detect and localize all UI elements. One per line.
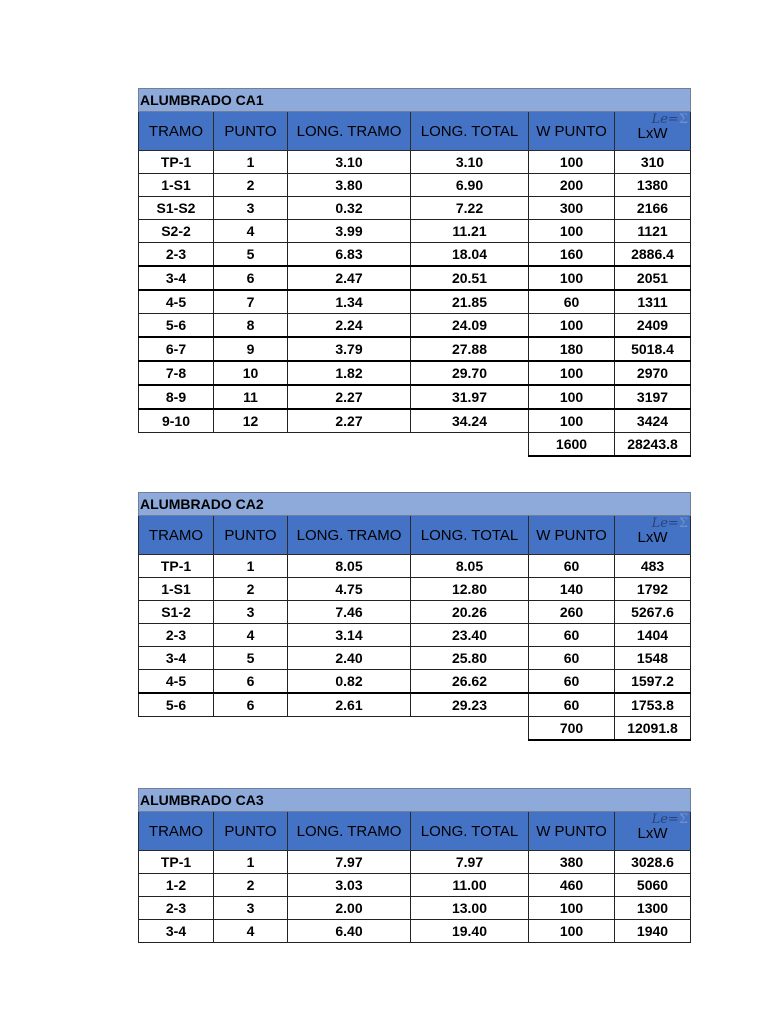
table-cell: 5018.4: [615, 337, 691, 361]
column-header-long-total: LONG. TOTAL: [411, 516, 529, 555]
table-title-row: [139, 789, 691, 812]
empty-cell: [214, 433, 288, 457]
table-cell: 60: [529, 693, 615, 717]
table-cell: 2051: [615, 266, 691, 290]
table-cell: 160: [529, 243, 615, 267]
table-cell: 200: [529, 174, 615, 197]
table-cell: 7: [214, 290, 288, 314]
table-cell: 100: [529, 920, 615, 943]
table-row: [139, 361, 691, 385]
table-cell: 6: [214, 693, 288, 717]
table-cell: 100: [529, 897, 615, 920]
table-cell: 3: [214, 897, 288, 920]
table-cell: 2.27: [288, 385, 411, 409]
table-cell: 60: [529, 670, 615, 694]
table-cell: 21.85: [411, 290, 529, 314]
table-cell: 60: [529, 624, 615, 647]
table-cell: 3.80: [288, 174, 411, 197]
table-cell: TP-1: [139, 555, 214, 578]
column-header-long-total: LONG. TOTAL: [411, 812, 529, 851]
total-w-punto: 700: [529, 717, 615, 741]
table-ca3: [138, 788, 691, 943]
table-cell: 3: [214, 197, 288, 220]
table-title: ALUMBRADO CA1: [139, 89, 691, 112]
table-title-row: [139, 493, 691, 516]
table-cell: 260: [529, 601, 615, 624]
table-cell: 2409: [615, 314, 691, 338]
table-cell: 5-6: [139, 314, 214, 338]
table-cell: 0.82: [288, 670, 411, 694]
header-row: [139, 516, 691, 555]
formula-overlay: [652, 812, 688, 827]
table-cell: 2.27: [288, 409, 411, 433]
table-cell: 4.75: [288, 578, 411, 601]
table-cell: 1753.8: [615, 693, 691, 717]
formula-text: Le=: [651, 812, 679, 827]
table-cell: 11.00: [411, 874, 529, 897]
table-row: [139, 670, 691, 694]
table-cell: 6.40: [288, 920, 411, 943]
total-w-punto: 1600: [529, 433, 615, 457]
table-cell: 1300: [615, 897, 691, 920]
table-row: [139, 243, 691, 267]
formula-text: Le=: [651, 516, 679, 531]
lxw-label: LxW: [637, 824, 668, 842]
totals-row: [139, 433, 691, 457]
table-row: [139, 578, 691, 601]
empty-cell: [411, 433, 529, 457]
table-cell: 13.00: [411, 897, 529, 920]
column-header-long-tramo: LONG. TRAMO: [288, 812, 411, 851]
table-cell: 25.80: [411, 647, 529, 670]
table-cell: 1-S1: [139, 578, 214, 601]
table-cell: 1404: [615, 624, 691, 647]
table-cell: 100: [529, 361, 615, 385]
table-cell: 8-9: [139, 385, 214, 409]
column-header-punto: PUNTO: [214, 516, 288, 555]
table-cell: 60: [529, 647, 615, 670]
table-cell: 380: [529, 851, 615, 874]
table-cell: 29.23: [411, 693, 529, 717]
table-cell: 1-S1: [139, 174, 214, 197]
table-cell: 1121: [615, 220, 691, 243]
table-cell: 0.32: [288, 197, 411, 220]
lxw-label: LxW: [637, 528, 668, 546]
table-cell: 26.62: [411, 670, 529, 694]
table-cell: 5-6: [139, 693, 214, 717]
column-header-lxw: [615, 516, 691, 555]
formula-overlay: [652, 112, 688, 127]
table-cell: 11.21: [411, 220, 529, 243]
table-cell: 4-5: [139, 670, 214, 694]
table-cell: 4: [214, 624, 288, 647]
table-cell: 2: [214, 578, 288, 601]
table-cell: 3-4: [139, 266, 214, 290]
table-cell: 3197: [615, 385, 691, 409]
table-cell: 100: [529, 314, 615, 338]
table-cell: 2: [214, 174, 288, 197]
table-row: [139, 874, 691, 897]
table-cell: 3: [214, 601, 288, 624]
table-cell: 12: [214, 409, 288, 433]
table-cell: 5: [214, 647, 288, 670]
column-header-lxw: [615, 812, 691, 851]
table-cell: 2.00: [288, 897, 411, 920]
table-cell: 1: [214, 555, 288, 578]
table-cell: 180: [529, 337, 615, 361]
sigma-symbol: Σ: [678, 812, 689, 827]
empty-cell: [288, 717, 411, 741]
table-block-ca3: [138, 788, 690, 943]
totals-row: [139, 717, 691, 741]
table-cell: 7.46: [288, 601, 411, 624]
formula-overlay: [652, 516, 688, 531]
table-cell: 6: [214, 670, 288, 694]
table-cell: 6.83: [288, 243, 411, 267]
table-cell: 1311: [615, 290, 691, 314]
table-title: ALUMBRADO CA2: [139, 493, 691, 516]
table-cell: 2-3: [139, 897, 214, 920]
table-row: [139, 920, 691, 943]
table-cell: 1940: [615, 920, 691, 943]
table-row: [139, 290, 691, 314]
table-cell: TP-1: [139, 851, 214, 874]
table-cell: 483: [615, 555, 691, 578]
empty-cell: [139, 433, 214, 457]
table-row: [139, 624, 691, 647]
lxw-label: LxW: [637, 124, 668, 142]
table-row: [139, 266, 691, 290]
header-row: [139, 812, 691, 851]
table-row: [139, 693, 691, 717]
table-cell: 460: [529, 874, 615, 897]
table-cell: 1792: [615, 578, 691, 601]
table-cell: 2.61: [288, 693, 411, 717]
table-cell: 11: [214, 385, 288, 409]
table-cell: 2-3: [139, 243, 214, 267]
table-cell: 23.40: [411, 624, 529, 647]
table-cell: S1-S2: [139, 197, 214, 220]
table-cell: 2: [214, 874, 288, 897]
table-cell: 34.24: [411, 409, 529, 433]
formula-text: Le=: [651, 112, 679, 127]
table-cell: 29.70: [411, 361, 529, 385]
table-cell: 3.03: [288, 874, 411, 897]
column-header-w-punto: W PUNTO: [529, 516, 615, 555]
table-cell: 100: [529, 151, 615, 174]
table-row: [139, 220, 691, 243]
table-cell: 3-4: [139, 647, 214, 670]
table-cell: 2-3: [139, 624, 214, 647]
table-cell: 3.99: [288, 220, 411, 243]
table-cell: TP-1: [139, 151, 214, 174]
table-row: [139, 647, 691, 670]
empty-cell: [139, 717, 214, 741]
table-cell: S2-2: [139, 220, 214, 243]
sigma-symbol: Σ: [678, 516, 689, 531]
table-cell: 7-8: [139, 361, 214, 385]
table-row: [139, 555, 691, 578]
table-title: ALUMBRADO CA3: [139, 789, 691, 812]
column-header-tramo: TRAMO: [139, 812, 214, 851]
table-row: [139, 385, 691, 409]
table-cell: 4-5: [139, 290, 214, 314]
empty-cell: [214, 717, 288, 741]
table-cell: 4: [214, 220, 288, 243]
column-header-long-tramo: LONG. TRAMO: [288, 516, 411, 555]
table-ca2: [138, 492, 691, 741]
table-row: [139, 314, 691, 338]
table-cell: 9-10: [139, 409, 214, 433]
table-cell: 4: [214, 920, 288, 943]
table-ca1: [138, 88, 691, 457]
table-cell: 140: [529, 578, 615, 601]
table-cell: 27.88: [411, 337, 529, 361]
header-row: [139, 112, 691, 151]
table-row: [139, 337, 691, 361]
table-cell: 1.82: [288, 361, 411, 385]
column-header-lxw: [615, 112, 691, 151]
table-block-ca2: [138, 492, 690, 741]
table-cell: 7.22: [411, 197, 529, 220]
table-cell: 6-7: [139, 337, 214, 361]
table-row: [139, 197, 691, 220]
table-cell: 2.24: [288, 314, 411, 338]
table-cell: 7.97: [411, 851, 529, 874]
table-cell: 100: [529, 266, 615, 290]
column-header-long-total: LONG. TOTAL: [411, 112, 529, 151]
table-row: [139, 174, 691, 197]
table-cell: 2166: [615, 197, 691, 220]
table-cell: 18.04: [411, 243, 529, 267]
table-cell: 3.79: [288, 337, 411, 361]
table-row: [139, 897, 691, 920]
table-cell: 1: [214, 151, 288, 174]
table-cell: 3.14: [288, 624, 411, 647]
table-cell: 3.10: [411, 151, 529, 174]
table-cell: 300: [529, 197, 615, 220]
table-cell: 19.40: [411, 920, 529, 943]
column-header-tramo: TRAMO: [139, 516, 214, 555]
table-cell: 6: [214, 266, 288, 290]
total-lxw: 12091.8: [615, 717, 691, 741]
table-cell: 3424: [615, 409, 691, 433]
table-cell: 5: [214, 243, 288, 267]
table-block-ca1: [138, 88, 690, 457]
table-cell: 5267.6: [615, 601, 691, 624]
table-cell: 8: [214, 314, 288, 338]
table-row: [139, 409, 691, 433]
table-cell: 8.05: [411, 555, 529, 578]
table-cell: 20.26: [411, 601, 529, 624]
table-cell: 3028.6: [615, 851, 691, 874]
table-cell: 2886.4: [615, 243, 691, 267]
table-cell: 9: [214, 337, 288, 361]
table-cell: 2970: [615, 361, 691, 385]
empty-cell: [288, 433, 411, 457]
table-cell: 10: [214, 361, 288, 385]
table-title-row: [139, 89, 691, 112]
table-cell: 100: [529, 220, 615, 243]
table-cell: 8.05: [288, 555, 411, 578]
table-cell: 3.10: [288, 151, 411, 174]
table-cell: 310: [615, 151, 691, 174]
table-cell: 60: [529, 555, 615, 578]
column-header-w-punto: W PUNTO: [529, 812, 615, 851]
table-cell: 7.97: [288, 851, 411, 874]
table-cell: 60: [529, 290, 615, 314]
table-cell: 1.34: [288, 290, 411, 314]
sigma-symbol: Σ: [678, 112, 689, 127]
table-row: [139, 851, 691, 874]
empty-cell: [411, 717, 529, 741]
table-cell: 1: [214, 851, 288, 874]
column-header-tramo: TRAMO: [139, 112, 214, 151]
table-cell: 31.97: [411, 385, 529, 409]
total-lxw: 28243.8: [615, 433, 691, 457]
table-cell: 1-2: [139, 874, 214, 897]
table-cell: 1597.2: [615, 670, 691, 694]
table-cell: 100: [529, 385, 615, 409]
table-cell: 1548: [615, 647, 691, 670]
table-cell: 20.51: [411, 266, 529, 290]
table-cell: 24.09: [411, 314, 529, 338]
table-cell: 6.90: [411, 174, 529, 197]
table-cell: 100: [529, 409, 615, 433]
table-cell: S1-2: [139, 601, 214, 624]
table-cell: 5060: [615, 874, 691, 897]
column-header-long-tramo: LONG. TRAMO: [288, 112, 411, 151]
column-header-punto: PUNTO: [214, 112, 288, 151]
table-cell: 1380: [615, 174, 691, 197]
column-header-w-punto: W PUNTO: [529, 112, 615, 151]
table-cell: 3-4: [139, 920, 214, 943]
table-row: [139, 151, 691, 174]
table-cell: 2.47: [288, 266, 411, 290]
table-cell: 2.40: [288, 647, 411, 670]
table-cell: 12.80: [411, 578, 529, 601]
table-row: [139, 601, 691, 624]
column-header-punto: PUNTO: [214, 812, 288, 851]
